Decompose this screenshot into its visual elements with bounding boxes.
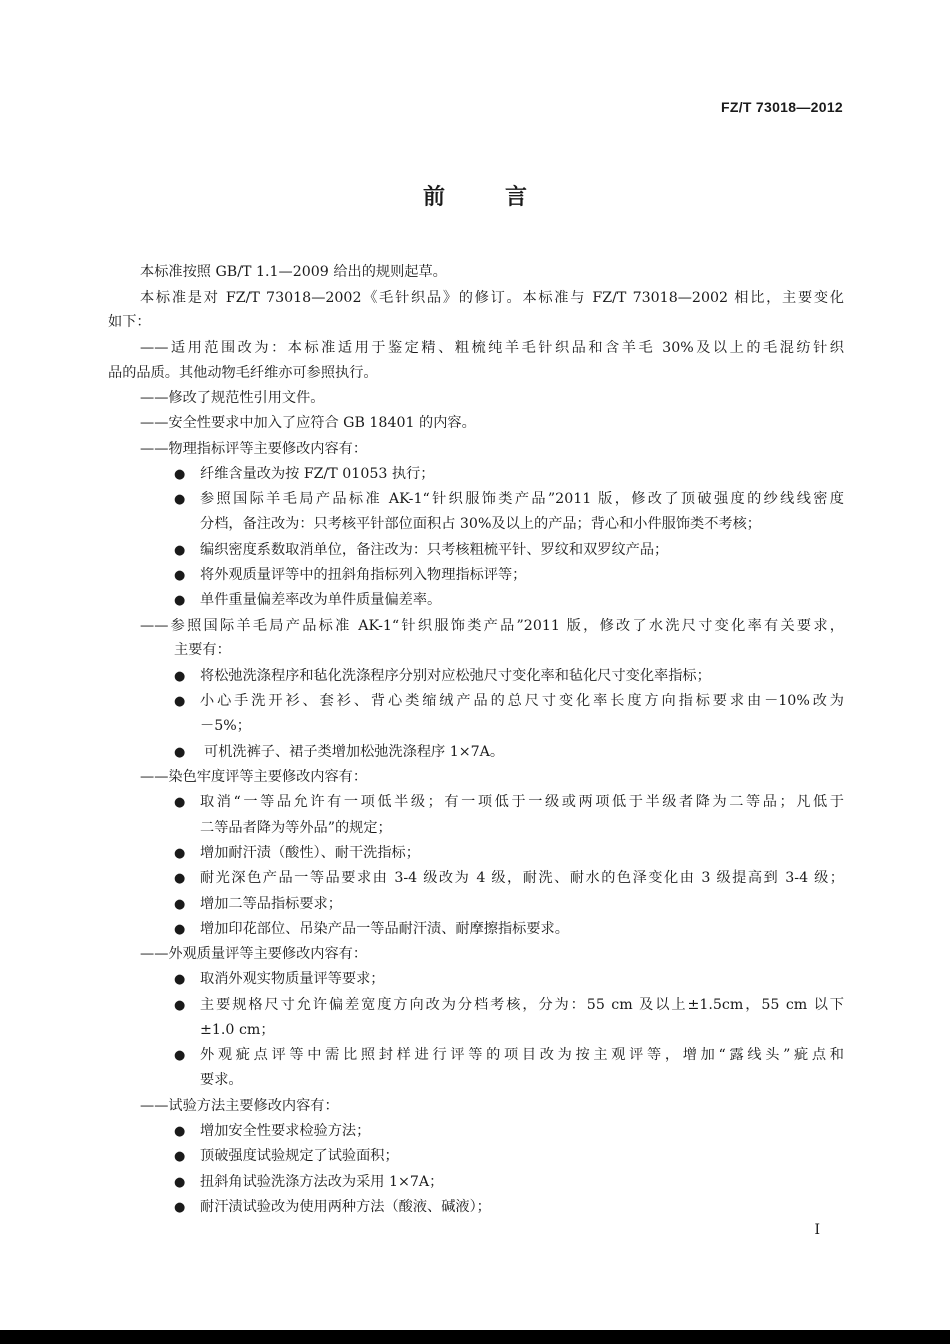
- bullet-icon: ●: [174, 998, 186, 1013]
- bullet-icon: ●: [174, 669, 186, 684]
- text-line: 编织密度系数取消单位，备注改为：只考核粗梳平针、罗纹和双罗纹产品；: [200, 542, 669, 558]
- text-line: 可机洗裤子、裙子类增加松弛洗涤程序 1×7A。: [204, 744, 505, 760]
- text-line: 分档，备注改为：只考核平针部位面积占 30%及以上的产品；背心和小件服饰类不考核；: [200, 516, 761, 532]
- text-line: 取消“一等品允许有一项低半级；有一项低于一级或两项低于半级者降为二等品；凡低于: [200, 794, 844, 810]
- text-line: 品的品质。其他动物毛纤维亦可参照执行。: [108, 365, 378, 381]
- text-line: 扭斜角试验洗涤方法改为采用 1×7A；: [200, 1174, 444, 1190]
- bullet-icon: ●: [174, 745, 186, 760]
- text-line: ——外观质量评等主要修改内容有：: [140, 946, 368, 962]
- bullet-icon: ●: [174, 492, 186, 507]
- text-line: 要求。: [200, 1072, 243, 1088]
- bottom-border: [0, 1330, 950, 1344]
- text-line: 小心手洗开衫、套衫、背心类缩绒产品的总尺寸变化率长度方向指标要求由－10%改为: [200, 693, 844, 709]
- bullet-icon: ●: [174, 593, 186, 608]
- bullet-icon: ●: [174, 1124, 186, 1139]
- bullet-icon: ●: [174, 1175, 186, 1190]
- bullet-icon: ●: [174, 694, 186, 709]
- text-line: 耐汗渍试验改为使用两种方法（酸液、碱液）；: [200, 1199, 491, 1215]
- standard-code: FZ/T 73018—2012: [720, 99, 843, 115]
- text-line: 单件重量偏差率改为单件质量偏差率。: [200, 592, 442, 608]
- text-line: 顶破强度试验规定了试验面积；: [200, 1148, 399, 1164]
- text-line: 如下：: [108, 314, 151, 330]
- text-line: 主要有：: [174, 642, 231, 658]
- text-line: 增加二等品指标要求；: [200, 896, 342, 912]
- bullet-icon: ●: [174, 543, 186, 558]
- text-line: 耐光深色产品一等品要求由 3-4 级改为 4 级，耐洗、耐水的色泽变化由 3 级提高到 3-4 级；: [200, 870, 844, 886]
- text-line: 增加印花部位、吊染产品一等品耐汗渍、耐摩擦指标要求。: [200, 921, 569, 937]
- page-number: I: [814, 1222, 820, 1238]
- text-line: 主要规格尺寸允许偏差宽度方向改为分档考核，分为：55 cm 及以上±1.5cm，55 cm 以下: [200, 997, 844, 1013]
- bullet-icon: ●: [174, 1048, 186, 1063]
- text-line: 本标准是对 FZ/T 73018—2002《毛针织品》的修订。本标准与 FZ/T 73018—2002 相比，主要变化: [140, 290, 844, 306]
- bullet-icon: ●: [174, 897, 186, 912]
- text-line: ——参照国际羊毛局产品标准 AK-1“针织服饰类产品”2011 版，修改了水洗尺寸变化率有关要求，: [140, 618, 844, 634]
- text-line: 参照国际羊毛局产品标准 AK-1“针织服饰类产品”2011 版，修改了顶破强度的纱线线密度: [200, 491, 844, 507]
- text-line: ——安全性要求中加入了应符合 GB 18401 的内容。: [140, 415, 476, 431]
- text-line: 外观疵点评等中需比照封样进行评等的项目改为按主观评等，增加“露线头”疵点和: [200, 1047, 844, 1063]
- bullet-icon: ●: [174, 467, 186, 482]
- bullet-icon: ●: [174, 795, 186, 810]
- page-title: 前言: [422, 185, 587, 210]
- bullet-icon: ●: [174, 922, 186, 937]
- text-line: ±1.0 cm；: [200, 1022, 275, 1038]
- bullet-icon: ●: [174, 871, 186, 886]
- bullet-icon: ●: [174, 1200, 186, 1215]
- text-line: ——适用范围改为：本标准适用于鉴定精、粗梳纯羊毛针织品和含羊毛 30%及以上的毛混纺针织: [140, 340, 844, 356]
- text-line: 将松弛洗涤程序和毡化洗涤程序分别对应松弛尺寸变化率和毡化尺寸变化率指标；: [200, 668, 711, 684]
- bullet-icon: ●: [174, 846, 186, 861]
- text-line: ——物理指标评等主要修改内容有：: [140, 441, 368, 457]
- bullet-icon: ●: [174, 972, 186, 987]
- bullet-icon: ●: [174, 568, 186, 583]
- text-line: ——试验方法主要修改内容有：: [140, 1098, 339, 1114]
- text-line: 二等品者降为等外品”的规定；: [200, 820, 392, 836]
- text-line: 本标准按照 GB/T 1.1—2009 给出的规则起草。: [140, 264, 447, 280]
- text-line: 增加安全性要求检验方法；: [200, 1123, 371, 1139]
- text-line: 增加耐汗渍（酸性）、耐干洗指标；: [200, 845, 420, 861]
- text-line: ——修改了规范性引用文件。: [140, 390, 325, 406]
- text-line: 将外观质量评等中的扭斜角指标列入物理指标评等；: [200, 567, 527, 583]
- bullet-icon: ●: [174, 1149, 186, 1164]
- text-line: －5%；: [200, 718, 251, 734]
- text-line: 取消外观实物质量评等要求；: [200, 971, 385, 987]
- text-line: 纤维含量改为按 FZ/T 01053 执行；: [200, 466, 435, 482]
- text-line: ——染色牢度评等主要修改内容有：: [140, 769, 368, 785]
